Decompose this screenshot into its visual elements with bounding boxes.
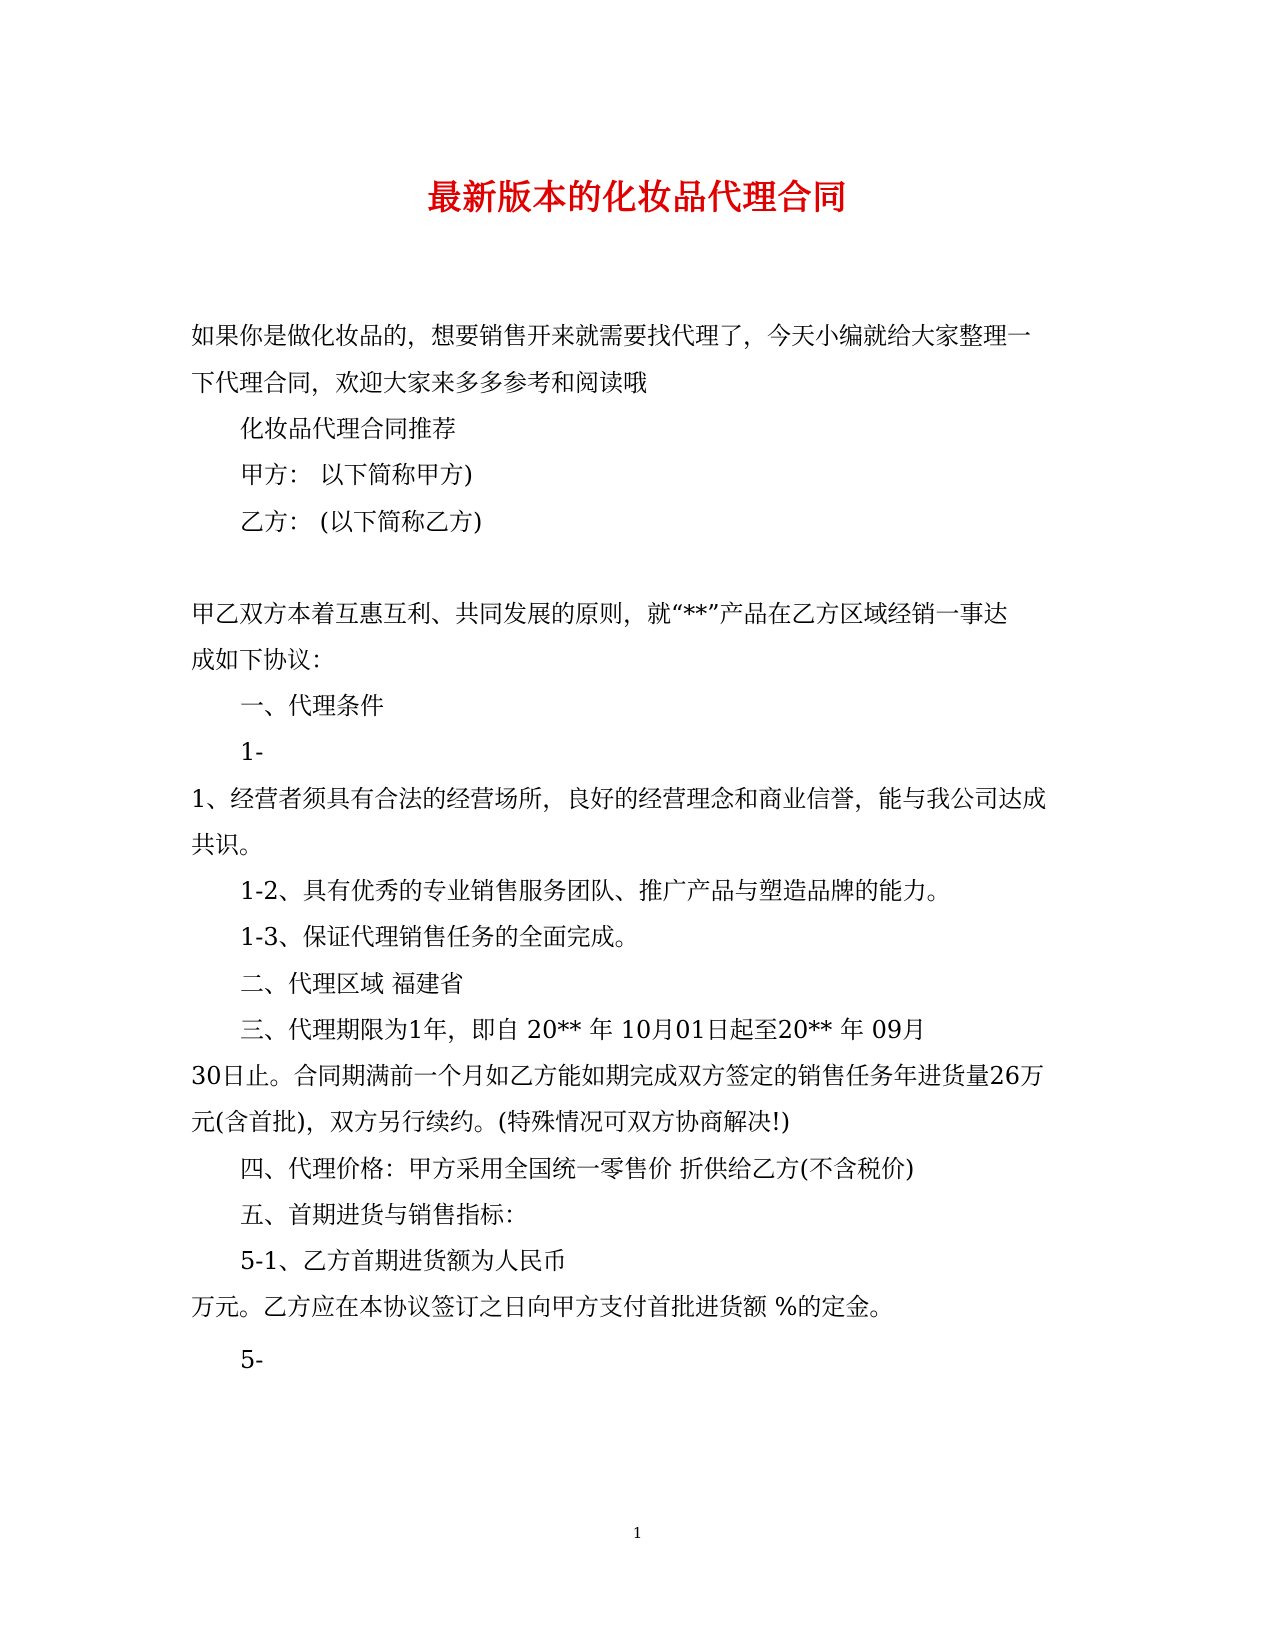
party-b-line: 乙方： (以下简称乙方)	[240, 508, 483, 536]
clause-heading-region: 二、代理区域 福建省	[240, 970, 464, 998]
clause-1-3: 1-3、保证代理销售任务的全面完成。	[240, 923, 639, 951]
clause-1-number: 1-	[240, 738, 264, 766]
paragraph-intro-line-1: 如果你是做化妆品的，想要销售开来就需要找代理了，今天小编就给大家整理一	[191, 322, 1031, 350]
clause-term-line-2: 30日止。合同期满前一个月如乙方能如期完成双方签定的销售任务年进货量26万	[191, 1062, 1045, 1090]
section-heading-recommend: 化妆品代理合同推荐	[240, 415, 456, 443]
agreement-intro-line-2: 成如下协议：	[191, 646, 335, 674]
clause-5-number: 5-	[240, 1346, 264, 1374]
paragraph-intro-line-2: 下代理合同，欢迎大家来多多参考和阅读哦	[191, 369, 647, 397]
clause-heading-initial-stock: 五、首期进货与销售指标：	[240, 1201, 528, 1229]
clause-5-1-line-2: 万元。乙方应在本协议签订之日向甲方支付首批进货额 %的定金。	[191, 1293, 894, 1321]
clause-heading-conditions: 一、代理条件	[240, 692, 384, 720]
clause-term-line-1: 三、代理期限为1年，即自 20** 年 10月01日起至20** 年 09月	[240, 1016, 927, 1044]
clause-term-line-3: 元(含首批)，双方另行续约。(特殊情况可双方协商解决!)	[191, 1108, 791, 1136]
clause-1-1-line-2: 共识。	[191, 831, 263, 859]
party-a-line: 甲方： 以下简称甲方)	[240, 461, 473, 489]
clause-5-1-line-1: 5-1、乙方首期进货额为人民币	[240, 1247, 567, 1275]
page-number: 1	[632, 1524, 643, 1542]
clause-price: 四、代理价格：甲方采用全国统一零售价 折供给乙方(不含税价)	[240, 1155, 915, 1183]
clause-1-1-line-1: 1、经营者须具有合法的经营场所，良好的经营理念和商业信誉，能与我公司达成	[191, 785, 1047, 813]
document-title: 最新版本的化妆品代理合同	[427, 178, 848, 218]
clause-1-2: 1-2、具有优秀的专业销售服务团队、推广产品与塑造品牌的能力。	[240, 877, 951, 905]
agreement-intro-line-1: 甲乙双方本着互惠互利、共同发展的原则，就“**”产品在乙方区域经销一事达	[191, 600, 1008, 628]
